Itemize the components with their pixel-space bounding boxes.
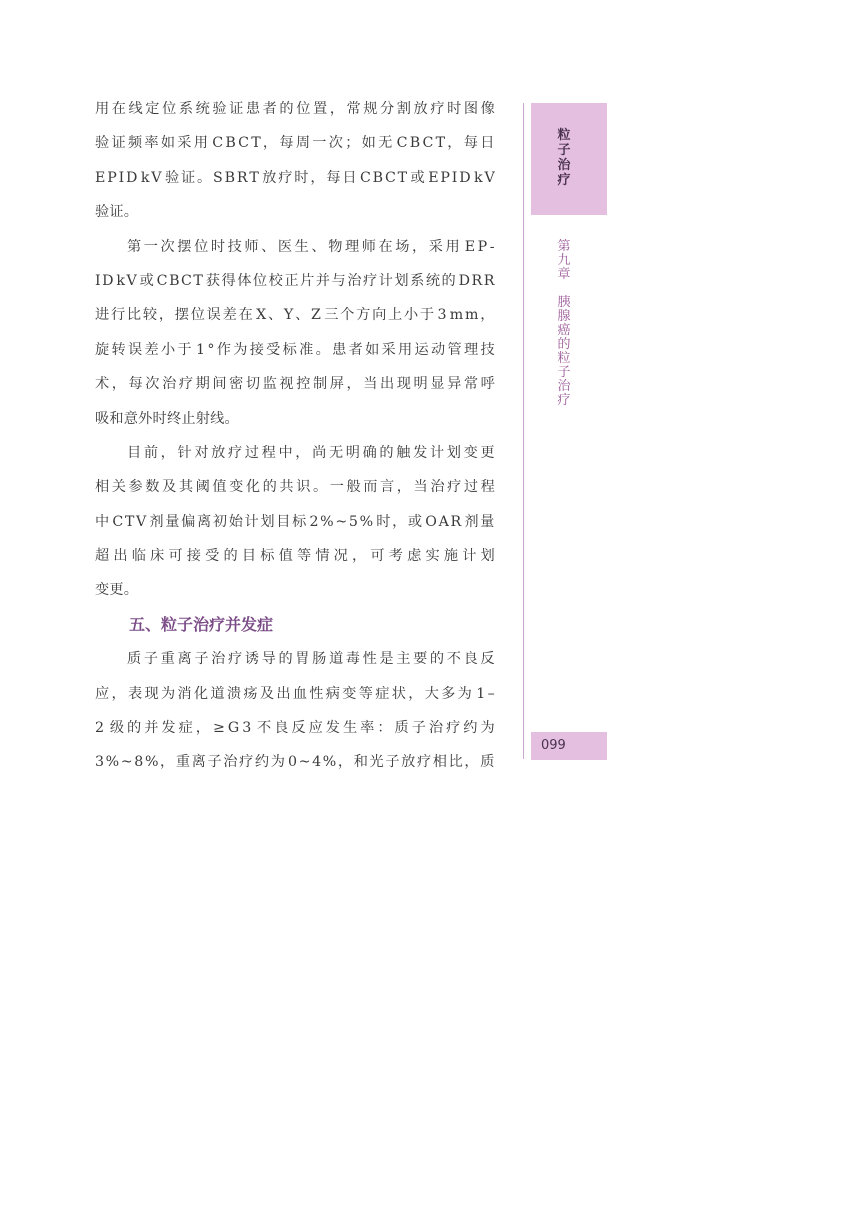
body-text	[95, 92, 495, 780]
text-line: 目 前 ， 针 对 放 疗 过 程 中 ， 尚 无 明 确 的 触 发 计 划 变 更	[127, 444, 495, 461]
text-line: 中 C T V 剂 量 偏 离 初 始 计 划 目 标 2 % ~ 5 % 时 ， 或 O A R 剂 量	[95, 513, 495, 530]
chapter-gap	[556, 282, 572, 296]
text-line: 旋 转 误 差 小 于 1 ° 作 为 接 受 标 准 。 患 者 如 采 用 运 动 管 理 技	[95, 341, 495, 358]
text-line: E P I D k V 验 证 。 S B R T 放 疗 时 ， 每 日 C B C T 或 E P I D k V	[95, 169, 495, 186]
text-line: 2 级 的 并 发 症 ， ≥ G 3 不 良 反 应 发 生 率 ： 质 子 治 疗 约 为	[95, 720, 495, 737]
page-number: 099	[541, 738, 566, 753]
section-tab-label: 粒子治疗	[557, 128, 571, 188]
text-line: 3 % ~ 8 % ， 重 离 子 治 疗 约 为 0 ~ 4 % ， 和 光 子 放 疗 相 比 ， 质	[95, 754, 495, 771]
section-heading: 五、粒子治疗并发症	[129, 614, 274, 634]
text-line: I D k V 或 C B C T 获 得 体 位 校 正 片 并 与 治 疗 计 划 系 统 的 D R R	[95, 272, 495, 289]
text-line: 进 行 比 较 ， 摆 位 误 差 在 X 、 Y 、 Z 三 个 方 向 上 小 于 3 m m ，	[95, 307, 495, 324]
chapter-running-head	[556, 240, 572, 408]
text-line: 第 一 次 摆 位 时 技 师 、 医 生 、 物 理 师 在 场 ， 采 用 E P -	[127, 238, 495, 255]
text-line: 验 证 频 率 如 采 用 C B C T ， 每 周 一 次 ； 如 无 C B C T ， 每 日	[95, 135, 495, 152]
margin-divider	[523, 103, 524, 759]
text-line: 超 出 临 床 可 接 受 的 目 标 值 等 情 况 ， 可 考 虑 实 施 计 划	[95, 548, 495, 565]
text-line: 变更。	[95, 582, 139, 599]
text-line: 质 子 重 离 子 治 疗 诱 导 的 胃 肠 道 毒 性 是 主 要 的 不 良 反	[127, 651, 495, 668]
chapter-label: 第九章	[557, 239, 571, 282]
text-line: 验证。	[95, 204, 139, 221]
chapter-title: 胰腺癌的粒子治疗	[557, 295, 571, 408]
text-line: 吸和意外时终止射线。	[95, 410, 239, 427]
text-line: 应 ， 表 现 为 消 化 道 溃 疡 及 出 血 性 病 变 等 症 状 ， 大 多 为 1 –	[95, 685, 495, 702]
text-line: 用 在 线 定 位 系 统 验 证 患 者 的 位 置 ， 常 规 分 割 放 疗 时 图 像	[95, 101, 495, 117]
text-line: 相 关 参 数 及 其 阈 值 变 化 的 共 识 。 一 般 而 言 ， 当 治 疗 过 程	[95, 479, 495, 496]
text-line: 术 ， 每 次 治 疗 期 间 密 切 监 视 控 制 屏 ， 当 出 现 明 显 异 常 呼	[95, 376, 495, 393]
